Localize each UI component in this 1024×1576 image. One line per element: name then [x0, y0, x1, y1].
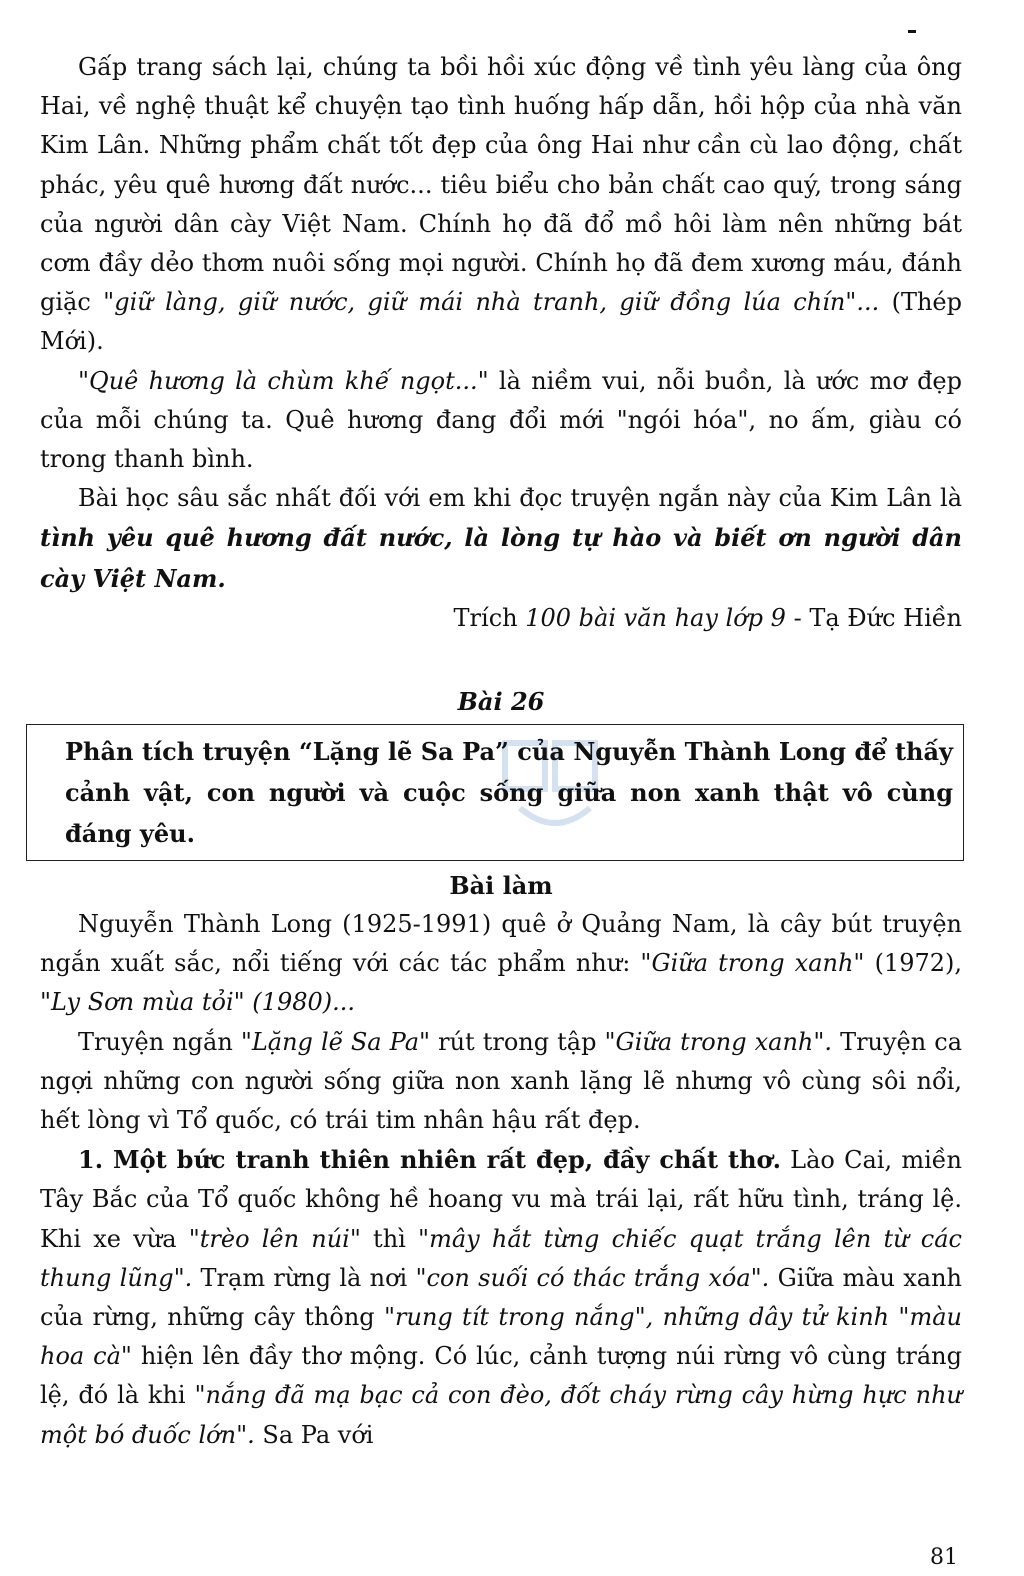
assignment-prompt: Phân tích truyện “Lặng lẽ Sa Pa” của Nguyễn Thành Long để thấy cảnh vật, con người và cuộc sống giữa non xanh thật vô cùng đáng yêu. — [65, 737, 953, 849]
paragraph-2: "Quê hương là chùm khế ngọt..." là niềm vui, nỗi buồn, là ước mơ đẹp của mỗi chúng ta. Quê hương đang đổi mới "ngói hóa", no ấm, giàu có trong thanh bình. — [40, 366, 962, 474]
paragraph-1: Gấp trang sách lại, chúng ta bồi hồi xúc động về tình yêu làng của ông Hai, về nghệ thuật kể chuyện tạo tình huống hấp dẫn, hồi hộp của nhà văn Kim Lân. Những phẩm chất tốt đẹp của ông Hai như cần cù lao động, chất phác, yêu quê hương đất nước... tiêu biểu cho bản chất cao quý, trong sáng của người dân cày Việt Nam. Chính họ đã đổ mồ hôi làm nên những bát cơm đầy dẻo thơm nuôi sống mọi người. Chính họ đã đem xương máu, đánh giặc "giữ làng, giữ nước, giữ mái nhà tranh, giữ đồng lúa chín"... (Thép Mới). — [40, 53, 962, 356]
paragraph-3: Bài học sâu sắc nhất đối với em khi đọc truyện ngắn này của Kim Lân là tình yêu quê hương đất nước, là lòng tự hào và biết ơn người dân cày Việt Nam. — [40, 484, 962, 593]
answer-paragraph-2: Truyện ngắn "Lặng lẽ Sa Pa" rút trong tập "Giữa trong xanh". Truyện ca ngợi những con người sống giữa non xanh lặng lẽ nhưng vô cùng sôi nổi, hết lòng vì Tổ quốc, có trái tim nhân hậu rất đẹp. — [40, 1027, 963, 1135]
answer-paragraph-3: 1. Một bức tranh thiên nhiên rất đẹp, đầy chất thơ. Lào Cai, miền Tây Bắc của Tổ quốc không hề hoang vu mà trái lại, rất hữu tình, tráng lệ. Khi xe vừa "trèo lên núi" thì "mây hắt từng chiếc quạt trắng lên từ các thung lũng". Trạm rừng là nơi "con suối có thác trắng xóa". Giữa màu xanh của rừng, những cây thông "rung tít trong nắng", những dây tử kinh "màu hoa cà" hiện lên đầy thơ mộng. Có lúc, cảnh tượng núi rừng vô cùng tráng lệ, đó là khi "nắng đã mạ bạc cả con đèo, đốt cháy rừng cây hừng hực như một bó đuốc lớn". Sa Pa với — [40, 1145, 962, 1449]
page-number: 81 — [930, 1545, 958, 1570]
source-citation: Trích 100 bài văn hay lớp 9 - Tạ Đức Hiền — [453, 603, 962, 632]
assignment-prompt-box — [26, 724, 964, 861]
lesson-title: Bài 26 — [457, 687, 545, 717]
answer-paragraph-1: Nguyễn Thành Long (1925-1991) quê ở Quảng Nam, là cây bút truyện ngắn xuất sắc, nổi tiếng với các tác phẩm như: "Giữa trong xanh" (1972), "Ly Sơn mùa tỏi" (1980)... — [40, 910, 963, 1017]
page-mark — [908, 30, 916, 33]
page-body — [40, 48, 962, 1455]
answer-heading: Bài làm — [449, 871, 553, 901]
